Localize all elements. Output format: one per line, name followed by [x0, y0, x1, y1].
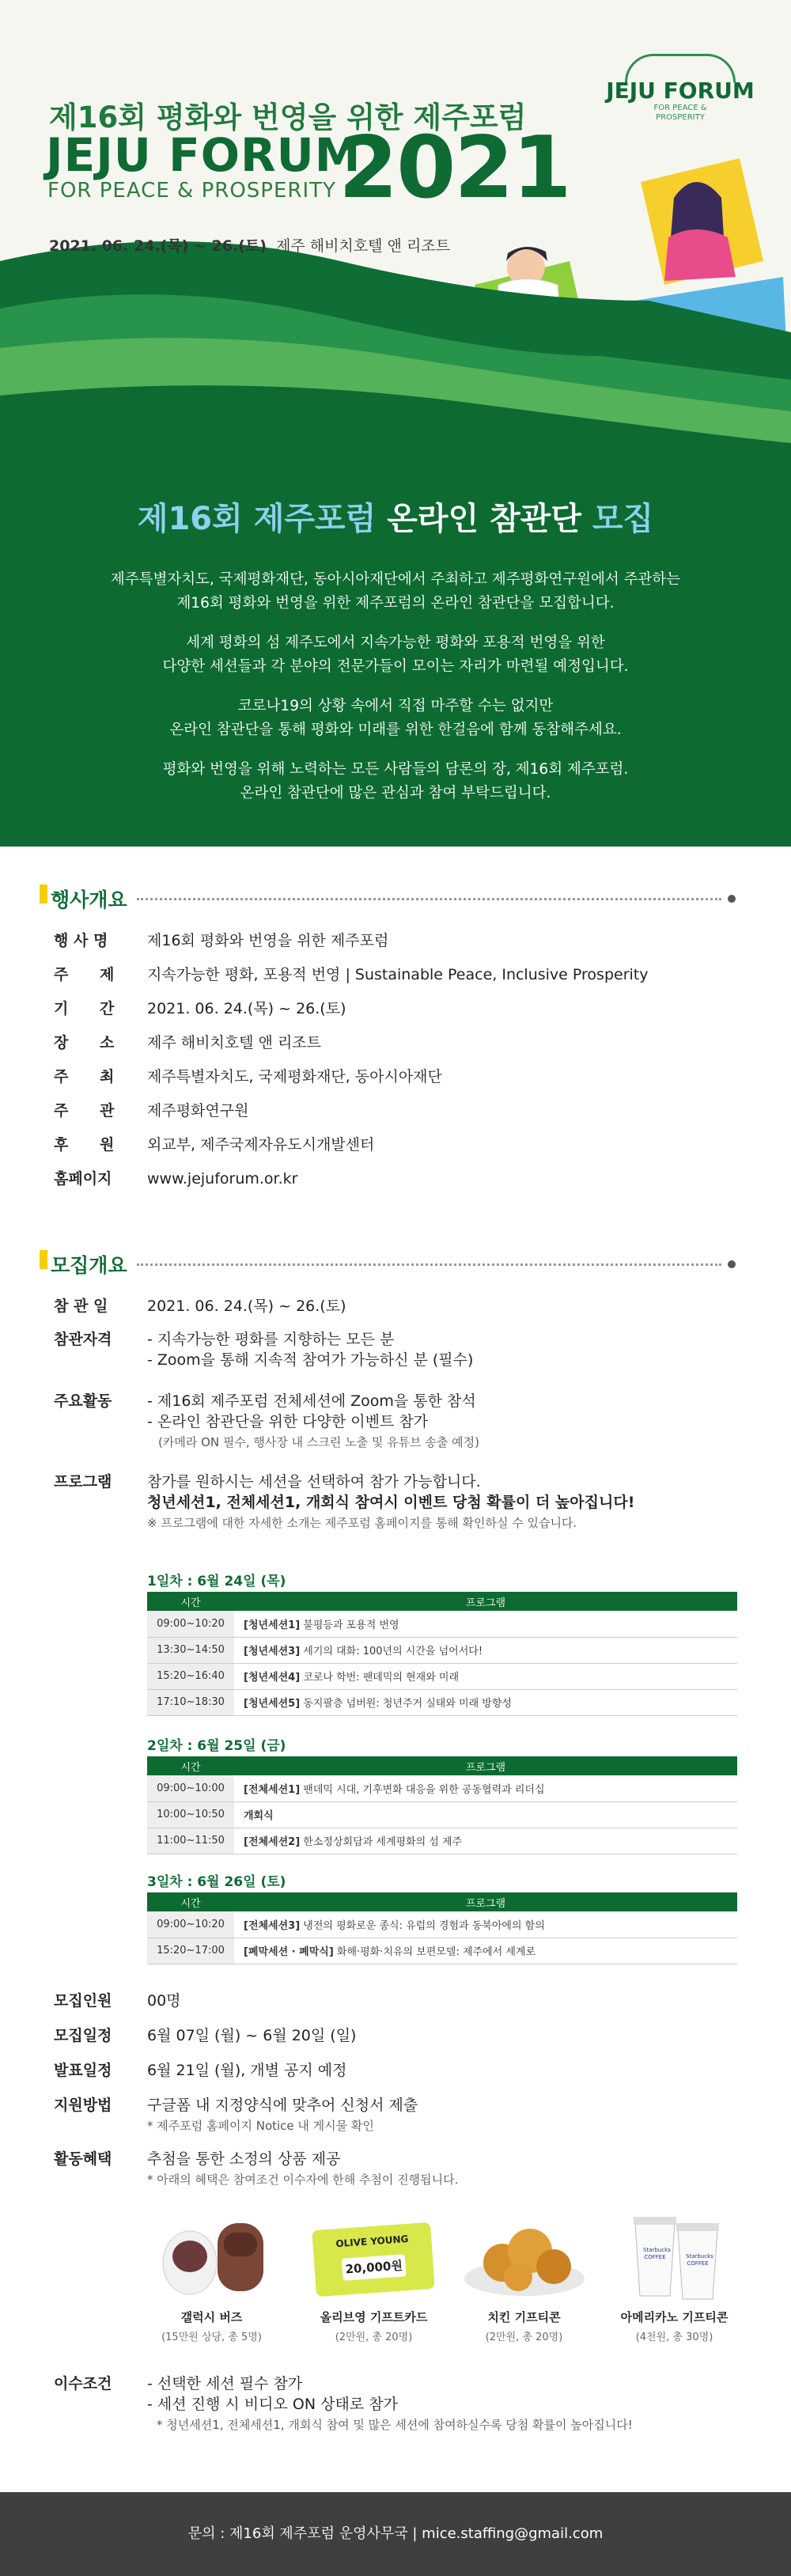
- session-program: [234, 1775, 737, 1801]
- yellow-bar-icon: [40, 885, 47, 903]
- session-program: [234, 1611, 737, 1637]
- row-value: 제주 해비치호텔 앤 리조트: [147, 1034, 322, 1051]
- row-key: 홈페이지: [54, 1170, 112, 1188]
- prize-name: 아메리카노 기프티콘: [620, 2310, 729, 2324]
- table-row: [147, 1775, 737, 1801]
- row-schedule: [54, 2025, 356, 2046]
- intro-line: 세계 평화의 섬 제주도에서 지속가능한 평화와 포용적 번영을 위한: [186, 635, 605, 651]
- logo-sub2: PROSPERITY: [656, 113, 705, 122]
- session-tag: [청년세션1]: [244, 1619, 301, 1631]
- row-value: 2021. 06. 24.(목) ~ 26.(토): [147, 1000, 346, 1017]
- session-tag: 개회식: [244, 1810, 274, 1822]
- session-title: 동지팔층 넘버원: 청년주거 실태와 미래 방향성: [300, 1698, 512, 1710]
- table-row: [147, 1911, 737, 1938]
- session-program: [234, 1801, 737, 1828]
- row-key: 이수조건: [54, 2375, 112, 2392]
- table-row: [147, 1689, 737, 1715]
- dotted-divider: [137, 1263, 721, 1266]
- intro-heading-pre: 제16회 제주포럼: [137, 501, 388, 537]
- logo-title: JEJU FORUM: [606, 78, 755, 104]
- yellow-bar-icon: [40, 1250, 47, 1269]
- intro-paragraph-2: [0, 631, 791, 679]
- row-value: 2021. 06. 24.(목) ~ 26.(토): [147, 1297, 346, 1315]
- session-tag: [청년세션3]: [244, 1646, 301, 1657]
- intro-line: 다양한 세션들과 각 분야의 전문가들이 모이는 자리가 마련될 예정입니다.: [162, 658, 629, 675]
- row-key: 프로그램: [54, 1473, 112, 1491]
- row-value: 제16회 평화와 번영을 위한 제주포럼: [147, 932, 389, 949]
- intro-line: 제16회 평화와 번영을 위한 제주포럼의 온라인 참관단을 모집합니다.: [176, 595, 615, 612]
- session-program: [234, 1828, 737, 1854]
- row-key: 발표일정: [54, 2062, 112, 2079]
- act-line: - 온라인 참관단을 위한 다양한 이벤트 참가: [147, 1413, 429, 1430]
- prize-name: 올리브영 기프트카드: [320, 2310, 428, 2324]
- overview-section-header: [40, 885, 736, 913]
- session-time: 09:00~10:20: [147, 1611, 234, 1637]
- intro-paragraph-3: [0, 695, 791, 742]
- row-key: 후 원: [54, 1136, 115, 1154]
- prize-count: (15만원 상당, 총 5명): [161, 2332, 262, 2343]
- row-key: 주 관: [54, 1102, 115, 1119]
- row-condition: [54, 2373, 633, 2435]
- session-title: 불평등과 포용적 번영: [300, 1619, 399, 1631]
- apply-note: * 제주포럼 홈페이지 Notice 내 게시물 확인: [147, 2119, 374, 2133]
- gift-card-brand: OLIVE YOUNG: [335, 2233, 409, 2250]
- row-announcement: [54, 2060, 347, 2081]
- prize-americano: [605, 2207, 744, 2343]
- row-value: 6월 07일 (월) ~ 6월 20일 (일): [147, 2027, 357, 2044]
- header-program: 프로그램: [234, 1892, 737, 1911]
- table-row: [147, 1663, 737, 1689]
- qual-line: - Zoom을 통해 지속적 참여가 가능하신 분 (필수): [147, 1351, 474, 1369]
- hero-banner: [0, 0, 791, 459]
- table-row: [147, 1637, 737, 1663]
- row-key: 참관자격: [54, 1331, 112, 1348]
- overview-title: 행사개요: [51, 888, 127, 911]
- row-key: 장 소: [54, 1034, 115, 1051]
- row-key: 주 최: [54, 1068, 115, 1085]
- session-time: 15:20~16:40: [147, 1663, 234, 1689]
- row-value: 지속가능한 평화, 포용적 번영 | Sustainable Peace, Inclusive Prosperity: [147, 966, 649, 983]
- session-time: 09:00~10:00: [147, 1775, 234, 1801]
- intro-paragraph-4: [0, 758, 791, 805]
- session-program: [234, 1637, 737, 1663]
- intro-heading-highlight: 온라인 참관단: [387, 501, 581, 537]
- cup-label: Starbucks COFFEE: [686, 2253, 713, 2267]
- earbuds-icon: [142, 2207, 281, 2302]
- row-apply: [54, 2095, 418, 2136]
- session-title: 팬데믹 시대, 기후변화 대응을 위한 공동협력과 리더십: [300, 1783, 545, 1796]
- hero-subtitle-en: FOR PEACE & PROSPERITY: [47, 179, 336, 203]
- prize-count: (4천원, 총 30명): [635, 2332, 713, 2343]
- row-qualification: [54, 1329, 473, 1370]
- row-key: 행 사 명: [54, 932, 108, 949]
- gift-card-amount: 20,000원: [342, 2254, 407, 2281]
- row-value: 제주특별자치도, 국제평화재단, 동아시아재단: [147, 1068, 442, 1085]
- session-time: 15:20~17:00: [147, 1938, 234, 1964]
- overview-row: [54, 1169, 297, 1189]
- header-time: 시간: [147, 1756, 234, 1775]
- intro-paragraph-1: [0, 568, 791, 616]
- intro-line: 온라인 참관단에 많은 관심과 참여 부탁드립니다.: [240, 785, 551, 801]
- row-benefit: [54, 2149, 458, 2190]
- hero-date-value: 2021. 06. 24.(목) ~ 26.(토): [49, 237, 267, 255]
- hero-title-kr: 제16회 평화와 번영을 위한 제주포럼: [49, 100, 527, 134]
- prize-chicken: [455, 2207, 593, 2343]
- overview-row: [54, 1100, 248, 1121]
- qual-line: - 지속가능한 평화를 지향하는 모든 분: [147, 1331, 395, 1348]
- prize-name: 갤럭시 버즈: [180, 2310, 243, 2324]
- day-title: 3일차 : 6월 26일 (토): [147, 1874, 286, 1890]
- row-key: 기 간: [54, 1000, 115, 1017]
- table-row: [147, 1828, 737, 1854]
- prog-note: ※ 프로그램에 대한 자세한 소개는 제주포럼 홈페이지를 통해 확인하실 수 있습니다.: [147, 1516, 577, 1530]
- row-activity: [54, 1391, 479, 1453]
- row-key: 모집일정: [54, 2027, 112, 2044]
- row-key: 참 관 일: [54, 1297, 108, 1315]
- gift-card-icon: [312, 2222, 434, 2297]
- hero-title-en: JEJU FORUM: [46, 128, 361, 182]
- prog-highlight: 청년세션1, 전체세션1, 개회식 참여시 이벤트 당첨 확률이 더 높아집니다!: [147, 1494, 635, 1511]
- session-program: [234, 1911, 737, 1938]
- session-title: 코로나 학번: 팬데믹의 현재와 미래: [300, 1672, 460, 1684]
- schedule-table: [147, 1892, 737, 1964]
- hero-year: 2021: [339, 119, 570, 218]
- act-line: - 제16회 제주포럼 전체세션에 Zoom을 통한 참석: [147, 1392, 476, 1410]
- session-tag: [청년세션4]: [244, 1672, 301, 1684]
- prize-name: 치킨 기프티콘: [487, 2310, 561, 2324]
- row-key: 지원방법: [54, 2097, 112, 2114]
- session-tag: [청년세션5]: [244, 1698, 301, 1710]
- session-tag: [전체세션2]: [244, 1836, 301, 1848]
- session-title: 화해·평화·치유의 보편모델: 제주에서 세계로: [333, 1946, 536, 1958]
- session-time: 10:00~10:50: [147, 1801, 234, 1828]
- header-program: 프로그램: [234, 1592, 737, 1611]
- row-key: 주요활동: [54, 1392, 112, 1410]
- homepage-link[interactable]: www.jejuforum.or.kr: [147, 1170, 298, 1188]
- intro-line: 평화와 번영을 위해 노력하는 모든 사람들의 담론의 장, 제16회 제주포럼.: [162, 761, 629, 778]
- session-title: 세기의 대화: 100년의 시간을 넘어서다!: [300, 1646, 483, 1657]
- chicken-icon: [455, 2207, 593, 2302]
- row-key: 모집인원: [54, 1992, 112, 2010]
- overview-row: [54, 998, 346, 1019]
- session-tag: [폐막세션 · 폐막식]: [244, 1946, 334, 1958]
- row-value: 제주평화연구원: [147, 1102, 249, 1119]
- row-key: 활동혜택: [54, 2150, 112, 2168]
- prize-oliveyoung: [305, 2207, 443, 2343]
- row-value: 00명: [147, 1992, 181, 2010]
- intro-line: 코로나19의 상황 속에서 직접 마주할 수는 없지만: [237, 698, 554, 714]
- intro-line: 제주특별자치도, 국제평화재단, 동아시아재단에서 주최하고 제주평화연구원에서 주관하는: [110, 571, 681, 588]
- jeju-forum-logo: [601, 54, 759, 141]
- row-program: [54, 1472, 634, 1533]
- session-time: 17:10~18:30: [147, 1689, 234, 1715]
- cond-note: * 청년세션1, 전체세션1, 개회식 참여 및 많은 세션에 참여하실수록 당첨 확률이 높아집니다!: [157, 2418, 633, 2432]
- table-row: [147, 1938, 737, 1964]
- schedule-table: [147, 1592, 737, 1716]
- table-row: [147, 1801, 737, 1828]
- header-program: 프로그램: [234, 1756, 737, 1775]
- row-value: 6월 21일 (월), 개별 공지 예정: [147, 2062, 347, 2079]
- recruit-title: 모집개요: [51, 1254, 127, 1277]
- cup-label: Starbucks COFFEE: [643, 2247, 671, 2260]
- recruit-section-header: [40, 1250, 736, 1279]
- session-tag: [전체세션1]: [244, 1783, 301, 1796]
- session-program: [234, 1689, 737, 1715]
- intro-line: 온라인 참관단을 통해 평화와 미래를 위한 한걸음에 함께 동참해주세요.: [169, 722, 622, 738]
- footer-contact: 문의 : 제16회 제주포럼 운영사무국 | mice.staffing@gmail.com: [0, 2492, 791, 2576]
- row-key: 주 제: [54, 966, 115, 983]
- session-program: [234, 1938, 737, 1964]
- schedule-table: [147, 1756, 737, 1854]
- table-row: [147, 1611, 737, 1637]
- row-value: 추첨을 통한 소정의 상품 제공: [147, 2150, 341, 2168]
- prize-count: (2만원, 총 20명): [335, 2332, 413, 2343]
- session-title: 냉전의 평화로운 종식: 유럽의 경험과 동북아에의 함의: [300, 1919, 545, 1932]
- intro-section: [0, 459, 791, 847]
- session-title: 한소정상회담과 세계평화의 섬 제주: [300, 1836, 463, 1848]
- overview-row: [54, 1066, 442, 1087]
- overview-row: [54, 964, 648, 985]
- day-title: 1일차 : 6월 24일 (목): [147, 1574, 286, 1589]
- row-value: 구글폼 내 지정양식에 맞추어 신청서 제출: [147, 2097, 418, 2114]
- prize-count: (2만원, 총 20명): [485, 2332, 563, 2343]
- logo-sub1: FOR PEACE &: [653, 104, 707, 112]
- hero-venue: 제주 해비치호텔 앤 리조트: [276, 237, 451, 255]
- coffee-cup-icon: [605, 2207, 744, 2302]
- intro-heading: [0, 494, 791, 539]
- overview-row: [54, 930, 388, 951]
- row-value: 외교부, 제주국제자유도시개발센터: [147, 1136, 375, 1154]
- hero-date: [49, 234, 450, 256]
- intro-heading-post: 모집: [581, 501, 654, 537]
- overview-row: [54, 1135, 374, 1155]
- cond-line: - 선택한 세션 필수 참가: [147, 2375, 303, 2392]
- dot-end-icon: [728, 895, 736, 903]
- act-note: (카메라 ON 필수, 행사장 내 스크린 노출 및 유튜브 송출 예정): [158, 1435, 479, 1449]
- prize-galaxy-buds: [142, 2207, 281, 2343]
- cond-line: - 세션 진행 시 비디오 ON 상태로 참가: [147, 2396, 398, 2413]
- overview-row: [54, 1032, 321, 1053]
- row-number: [54, 1991, 181, 2011]
- dot-end-icon: [728, 1260, 736, 1268]
- session-time: 11:00~11:50: [147, 1828, 234, 1854]
- header-time: 시간: [147, 1892, 234, 1911]
- dotted-divider: [137, 898, 721, 900]
- session-time: 13:30~14:50: [147, 1637, 234, 1663]
- session-time: 09:00~10:20: [147, 1911, 234, 1938]
- session-program: [234, 1663, 737, 1689]
- header-time: 시간: [147, 1592, 234, 1611]
- prog-line: 참가를 원하시는 세션을 선택하여 참가 가능합니다.: [147, 1473, 481, 1491]
- day-title: 2일차 : 6월 25일 (금): [147, 1738, 286, 1754]
- row-date: [54, 1296, 346, 1316]
- session-tag: [전체세션3]: [244, 1919, 301, 1932]
- benefit-note: * 아래의 혜택은 참여조건 이수자에 한해 추첨이 진행됩니다.: [147, 2173, 459, 2187]
